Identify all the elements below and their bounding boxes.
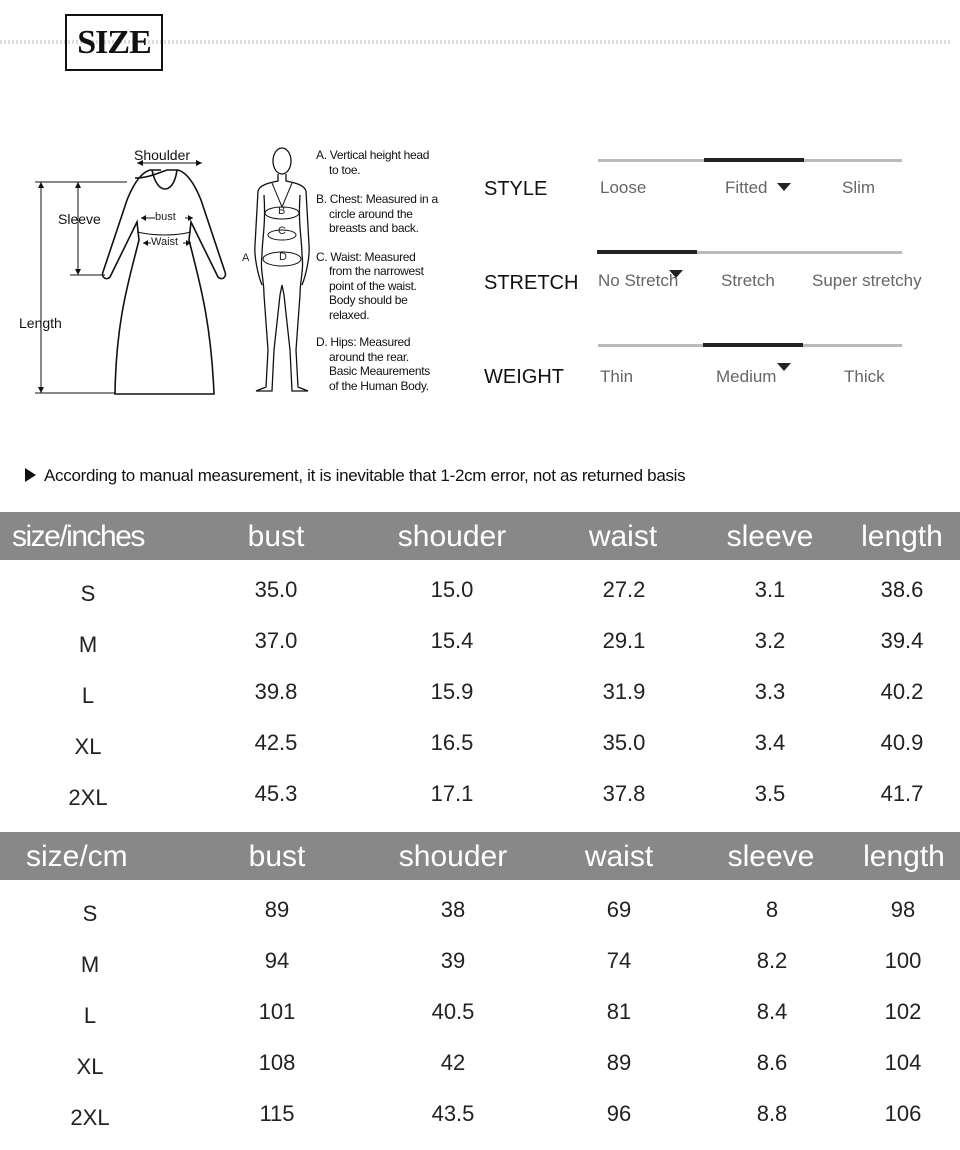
- header-length: length: [863, 840, 945, 873]
- cell-shoulder: 42: [440, 1050, 466, 1075]
- cell-bust: 108: [258, 1050, 296, 1075]
- style-selected-marker-icon: [777, 183, 791, 191]
- body-figure: [250, 145, 315, 397]
- header-sleeve: sleeve: [727, 840, 815, 873]
- cell-sleeve: 3.1: [754, 577, 786, 602]
- sleeve-label: Sleeve: [58, 211, 101, 227]
- cell-waist: 74: [606, 948, 632, 973]
- cell-sleeve: 3.5: [754, 781, 786, 806]
- cell-length: 40.2: [880, 679, 924, 704]
- cell-waist: 96: [606, 1101, 632, 1126]
- bust-label: bust: [155, 211, 176, 223]
- size-table-cm: [0, 832, 960, 1132]
- cell-size: 2XL: [68, 785, 108, 810]
- note-c: C. Waist: Measured from the narrowest point of the waist. Body should be relaxed.: [316, 249, 424, 322]
- cell-length: 100: [884, 948, 922, 973]
- cell-shoulder: 39: [440, 948, 466, 973]
- table-row: [0, 887, 960, 938]
- cell-shoulder: 15.0: [430, 577, 474, 602]
- cell-waist: 29.1: [602, 628, 646, 653]
- marker-c: C: [278, 225, 286, 237]
- cell-size: XL: [74, 734, 102, 759]
- cell-sleeve: 8.6: [756, 1050, 788, 1075]
- cell-sleeve: 3.3: [754, 679, 786, 704]
- cell-shoulder: 43.5: [431, 1101, 475, 1126]
- header-sleeve: sleeve: [726, 520, 814, 553]
- table-row: [0, 720, 960, 771]
- stretch-option-stretch: Stretch: [721, 271, 775, 290]
- cell-size: S: [82, 901, 98, 926]
- cell-length: 39.4: [880, 628, 924, 653]
- cell-size: L: [81, 683, 95, 708]
- table-row: [0, 618, 960, 669]
- measurement-notes: [316, 148, 456, 393]
- cell-length: 104: [884, 1050, 922, 1075]
- marker-a: A: [242, 252, 250, 264]
- cell-bust: 94: [264, 948, 290, 973]
- cell-waist: 89: [606, 1050, 632, 1075]
- cell-shoulder: 38: [440, 897, 466, 922]
- style-option-slim: Slim: [842, 178, 876, 197]
- cell-length: 102: [884, 999, 922, 1024]
- table-row: [0, 938, 960, 989]
- cell-waist: 37.8: [602, 781, 646, 806]
- cell-shoulder: 40.5: [431, 999, 475, 1024]
- cell-waist: 81: [606, 999, 632, 1024]
- stretch-scale-name: STRETCH: [484, 272, 579, 294]
- marker-d: D: [279, 251, 287, 263]
- table-row: [0, 669, 960, 720]
- style-option-fitted: Fitted: [725, 178, 768, 197]
- header-bust: bust: [248, 840, 306, 873]
- table-header: [0, 512, 960, 560]
- cell-waist: 27.2: [602, 577, 646, 602]
- style-selected-segment: [704, 158, 804, 162]
- cell-shoulder: 15.4: [430, 628, 474, 653]
- cell-sleeve: 3.4: [754, 730, 786, 755]
- marker-b: B: [278, 205, 286, 217]
- cell-sleeve: 8.8: [756, 1101, 788, 1126]
- cell-bust: 37.0: [254, 628, 298, 653]
- cell-shoulder: 17.1: [430, 781, 474, 806]
- cell-size: M: [80, 952, 100, 977]
- cell-shoulder: 15.9: [430, 679, 474, 704]
- note-d: D. Hips: Measured around the rear. Basic Meaurements of the Human Body.: [316, 335, 430, 393]
- note-a: A. Vertical height head to toe.: [316, 148, 430, 177]
- cell-length: 38.6: [880, 577, 924, 602]
- length-label: Length: [19, 315, 62, 331]
- cell-sleeve: 8: [765, 897, 779, 922]
- header-waist: waist: [584, 840, 654, 873]
- style-scale-track: [598, 159, 902, 162]
- note-b: B. Chest: Measured in a circle around the breasts and back.: [316, 192, 438, 235]
- header-size-unit: size/inches: [12, 520, 144, 553]
- cell-size: 2XL: [70, 1105, 110, 1130]
- stretch-option-no-stretch: No Stretch: [598, 271, 679, 290]
- header-size-unit: size/cm: [26, 840, 128, 873]
- table-row: [0, 1040, 960, 1091]
- cell-bust: 42.5: [254, 730, 298, 755]
- cell-length: 98: [890, 897, 916, 922]
- cell-sleeve: 3.2: [754, 628, 786, 653]
- table-row: [0, 771, 960, 822]
- table-row: [0, 567, 960, 618]
- table-header: [0, 832, 960, 880]
- table-row: [0, 1091, 960, 1142]
- cell-sleeve: 8.2: [756, 948, 788, 973]
- cell-length: 40.9: [880, 730, 924, 755]
- stretch-option-super-stretchy: Super stretchy: [812, 271, 922, 290]
- cell-waist: 69: [606, 897, 632, 922]
- cell-bust: 101: [258, 999, 296, 1024]
- cell-size: M: [78, 632, 98, 657]
- cell-size: L: [83, 1003, 97, 1028]
- cell-shoulder: 16.5: [430, 730, 474, 755]
- stretch-selected-marker-icon: [669, 270, 683, 278]
- header-bust: bust: [247, 520, 305, 553]
- style-option-loose: Loose: [600, 178, 647, 197]
- shoulder-label: Shoulder: [134, 147, 191, 163]
- cell-bust: 35.0: [254, 577, 298, 602]
- size-table-inches: [0, 512, 960, 812]
- weight-option-medium: Medium: [716, 367, 777, 386]
- dress-diagram: [15, 140, 240, 402]
- header-shoulder: shouder: [397, 520, 507, 553]
- weight-selected-segment: [703, 343, 803, 347]
- cell-length: 106: [884, 1101, 922, 1126]
- header-length: length: [861, 520, 943, 553]
- cell-waist: 31.9: [602, 679, 646, 704]
- header-shoulder: shouder: [398, 840, 508, 873]
- cell-size: S: [80, 581, 96, 606]
- cell-size: XL: [76, 1054, 104, 1079]
- weight-scale-name: WEIGHT: [484, 366, 564, 388]
- cell-length: 41.7: [880, 781, 924, 806]
- page-title: SIZE: [65, 14, 163, 71]
- table-row: [0, 989, 960, 1040]
- play-arrow-icon: [25, 468, 36, 482]
- header-waist: waist: [588, 520, 658, 553]
- waist-label: Waist: [151, 236, 179, 248]
- cell-waist: 35.0: [602, 730, 646, 755]
- stretch-scale-track: [597, 251, 902, 254]
- stretch-selected-segment: [597, 250, 697, 254]
- measurement-disclaimer: According to manual measurement, it is inevitable that 1-2cm error, not as returned basis: [44, 466, 686, 485]
- weight-scale-track: [598, 344, 902, 347]
- cell-bust: 39.8: [254, 679, 298, 704]
- weight-option-thin: Thin: [600, 367, 634, 386]
- weight-option-thick: Thick: [844, 367, 885, 386]
- cell-sleeve: 8.4: [756, 999, 788, 1024]
- cell-bust: 89: [264, 897, 290, 922]
- weight-selected-marker-icon: [777, 363, 791, 371]
- cell-bust: 45.3: [254, 781, 298, 806]
- style-scale-name: STYLE: [484, 178, 548, 200]
- cell-bust: 115: [259, 1101, 295, 1126]
